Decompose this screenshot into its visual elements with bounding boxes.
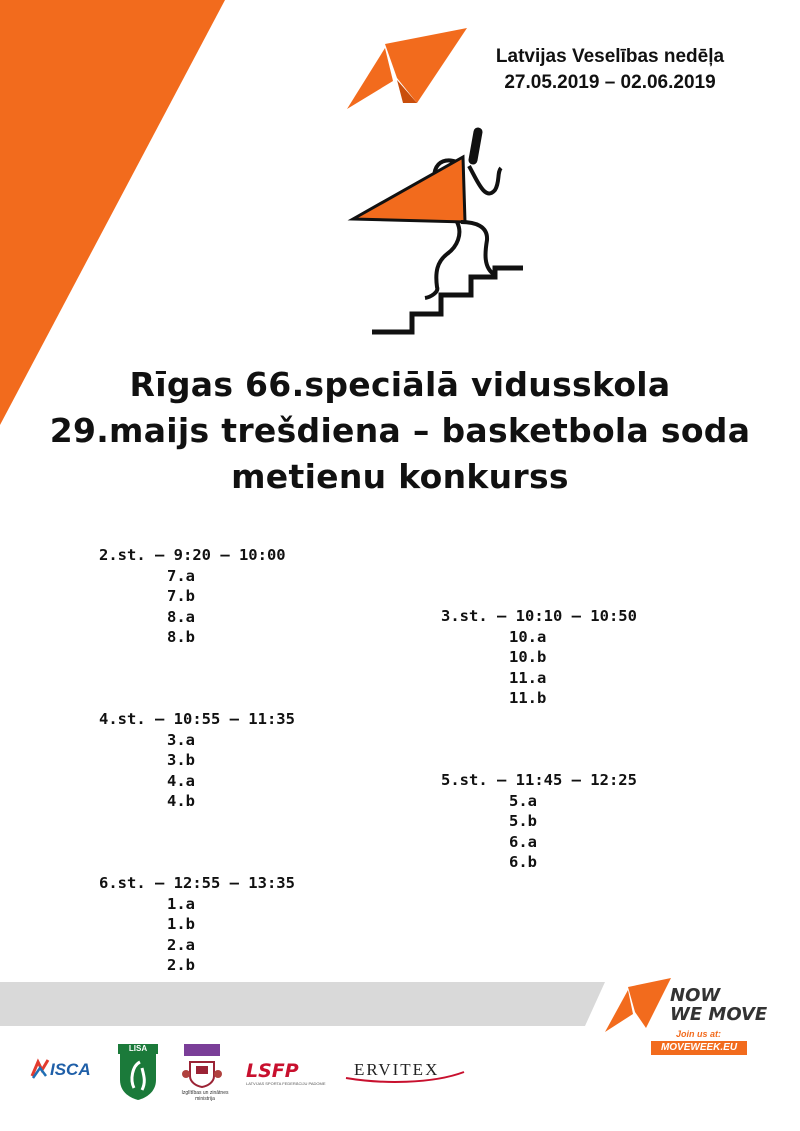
now-we-move-logo [670, 986, 767, 1024]
class-item: 6.a [509, 832, 537, 851]
class-item: 4.a [167, 771, 195, 790]
class-item: 1.a [167, 894, 195, 913]
slot-time: 6.st. – 12:55 – 13:35 [99, 874, 295, 892]
class-item: 10.b [509, 648, 547, 666]
now-we-move-arrow-icon [603, 976, 673, 1034]
schedule-slot [99, 873, 295, 976]
class-item: 3.b [167, 751, 195, 769]
title-event-cont: metienu konkurss [231, 457, 569, 496]
class-item: 2.a [167, 935, 195, 954]
isca-text: ISCA [50, 1060, 91, 1079]
class-item: 8.a [167, 607, 195, 626]
ervitex-text: ERVITEX [354, 1060, 440, 1079]
lisa-text: LISA [118, 1044, 158, 1054]
title-school: Rīgas 66.speciālā vidusskola [129, 365, 671, 404]
ministry-flag [184, 1044, 220, 1056]
event-dates: 27.05.2019 – 02.06.2019 [504, 72, 716, 93]
slot-time: 3.st. – 10:10 – 10:50 [441, 607, 637, 625]
isca-figure-icon [30, 1058, 50, 1080]
schedule-slot [99, 709, 295, 812]
class-item: 10.a [509, 627, 547, 646]
class-item: 2.b [167, 956, 195, 974]
ministry-logo [176, 1044, 234, 1108]
ministry-text: Izglītības un zinātnes ministrija [181, 1090, 229, 1102]
stair-climber-illustration [345, 122, 535, 340]
lisa-shield-icon [118, 1054, 158, 1100]
schedule-slot [441, 606, 637, 709]
coat-of-arms-icon [182, 1058, 222, 1088]
class-item: 3.a [167, 730, 195, 749]
lsfp-logo [246, 1060, 326, 1088]
logo-now: NOW [670, 985, 721, 1006]
event-title: Latvijas Veselības nedēļa [495, 46, 725, 67]
lsfp-text: LSFP [246, 1060, 299, 1082]
class-item: 1.b [167, 915, 195, 933]
lsfp-subtext: LATVIJAS SPORTA FEDERĀCIJU PADOME [246, 1081, 326, 1086]
class-item: 5.b [509, 812, 537, 830]
class-item: 5.a [509, 791, 537, 810]
lisa-logo [118, 1044, 158, 1100]
announcement-title [0, 362, 800, 500]
event-header [440, 44, 780, 96]
moveweek-url: MOVEWEEK.EU [651, 1041, 747, 1055]
slot-time: 5.st. – 11:45 – 12:25 [441, 771, 637, 789]
class-item: 6.b [509, 853, 537, 871]
class-item: 7.b [167, 587, 195, 605]
class-item: 11.a [509, 668, 547, 687]
logo-we-move: WE MOVE [670, 1004, 768, 1025]
class-item: 11.b [509, 689, 547, 707]
title-date-event: 29.maijs trešdiena – basketbola soda [49, 411, 751, 450]
slot-time: 4.st. – 10:55 – 11:35 [99, 710, 295, 728]
join-us-label: Join us at: [676, 1029, 722, 1039]
ervitex-logo [342, 1058, 468, 1088]
schedule-slot [441, 770, 637, 873]
schedule-slot [99, 545, 286, 648]
slot-time: 2.st. – 9:20 – 10:00 [99, 546, 286, 564]
class-item: 8.b [167, 628, 195, 646]
class-item: 7.a [167, 566, 195, 585]
isca-logo [30, 1058, 104, 1080]
class-item: 4.b [167, 792, 195, 810]
